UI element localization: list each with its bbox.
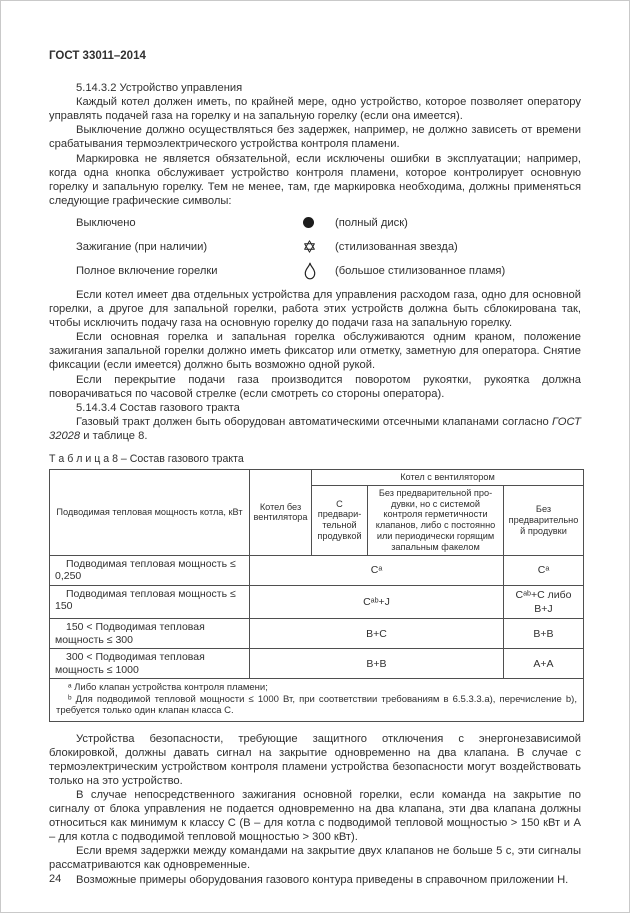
valve-class-main: Cᵃ <box>250 555 504 585</box>
table-caption: Т а б л и ц а 8 – Состав газового тракта <box>49 452 244 465</box>
col-header-no-prepurge: Без предварительной продувки <box>504 485 584 555</box>
symbol-row-off <box>76 214 581 232</box>
para-marking: Маркировка не является обязательной, если исключены ошибки в эксплуатации; например, когда одна кнопка обслуживает устройство контроля пламени, которое контролирует основную горелку и запальную горелку. Тем не менее, там, где маркировка необходима, должны применяться следующие графические символы: <box>49 152 581 207</box>
after-table-text <box>49 732 581 887</box>
footnote-a: ᵃ Либо клапан устройства контроля пламени; <box>68 682 268 694</box>
para-gas-line <box>49 415 581 443</box>
para-gas-line-text: Газовый тракт должен быть оборудован автоматическими отсечными клапанами согласно <box>76 415 549 428</box>
power-range: Подводимая тепловая мощность ≤ 150 <box>50 585 250 618</box>
table-footnote-row <box>50 679 584 721</box>
symbol-description: (большое стилизованное пламя) <box>335 264 506 277</box>
table-footnotes <box>50 679 584 721</box>
symbol-row-ignition <box>76 238 581 256</box>
footnote-b: ᵇ Для подводимой тепловой мощности ≤ 1000 Вт, при соответствии требованиям в 6.5.3.3.а), перечисление b), требуется только один клапан класса С. <box>56 693 577 717</box>
para-safety-devices: Устройства безопасности, требующие защитного отключения с энергонезависимой блокировкой, должны давать сигнал на закрытие одновременно на два клапана. В случае с термоэлектрическим устройством контроля пламени устройства безопасности могут воздействовать только на это устройство. <box>49 732 581 787</box>
table-row <box>50 585 584 618</box>
para-shutdown: Выключение должно осуществляться без задержек, например, не должно зависеть от времени срабатывания термоэлектрического устройства контроля пламени. <box>49 124 581 151</box>
col-header-power: Подводимая тепловая мощность котла, кВт <box>50 470 250 556</box>
para-interlock: Если котел имеет два отдельных устройства для управления расходом газа, одно для основной горелки, а другое для запальной горелки, работа этих устройств должна быть сблокирована так, чтобы исключить подачу газа на основную горелку до подачи газа на запальную горелку. <box>49 288 581 330</box>
valve-class-no-prepurge: A+A <box>504 649 584 679</box>
graphic-symbols-list <box>76 214 581 280</box>
power-range: 300 < Подводимая тепловая мощность ≤ 1000 <box>50 649 250 679</box>
symbol-description: (полный диск) <box>335 216 408 229</box>
para-delay: Если время задержки между командами на закрытие двух клапанов не больше 5 с, эти сигналы рассматриваются как одновременные. <box>49 845 581 872</box>
flame-icon <box>303 262 335 280</box>
table-row <box>50 619 584 649</box>
gas-train-table <box>49 469 584 722</box>
table-row <box>50 555 584 585</box>
gost-32028-reference: ГОСТ 32028 <box>49 415 581 442</box>
valve-class-main: B+B <box>250 649 504 679</box>
para-direct-ignition: В случае непосредственного зажигания основной горелки, если команда на закрытие по сигналу от блока управления не подается одновременно на два клапана, эти два клапана должны относиться как минимум к классу С (В – для котла с подводимой тепловой мощностью > 150 кВт и А – для котла с подводимой тепловой мощностью > 300 кВт). <box>49 788 581 844</box>
table-header-row-1 <box>50 470 584 486</box>
para-examples: Возможные примеры оборудования газового контура приведены в справочном приложении Н. <box>76 873 569 886</box>
valve-class-no-prepurge: B+B <box>504 619 584 649</box>
page-number: 24 <box>49 872 62 885</box>
para-control-device: Каждый котел должен иметь, по крайней мере, одно устройство, которое позволяет оператору управлять подачей газа на горелку и на запальную горелку (если она имеется). <box>49 96 581 123</box>
para-handle-rotation: Если перекрытие подачи газа производится поворотом рукоятки, рукоятка должна поворачиваться по часовой стрелке (если смотреть со стороны оператора). <box>49 373 581 400</box>
symbol-label: Полное включение горелки <box>76 264 218 277</box>
valve-class-main: B+C <box>250 619 504 649</box>
valve-class-no-prepurge: Cᵃ <box>504 555 584 585</box>
valve-class-no-prepurge: Cᵃᵇ+C либо B+J <box>504 585 584 618</box>
table-row <box>50 649 584 679</box>
col-header-no-fan: Котел без вентилятора <box>250 470 312 556</box>
col-header-prepurge: С предварительной продувкой <box>312 485 368 555</box>
symbol-label: Зажигание (при наличии) <box>76 240 208 253</box>
power-range: 150 < Подводимая тепловая мощность ≤ 300 <box>50 619 250 649</box>
doc-standard-number: ГОСТ 33011–2014 <box>49 50 146 62</box>
section-title-5-14-3-2: 5.14.3.2 Устройство управления <box>76 82 243 95</box>
col-header-fan-group: Котел с вентилятором <box>312 470 584 486</box>
section-title-5-14-3-4: 5.14.3.4 Состав газового тракта <box>76 401 240 414</box>
power-range: Подводимая тепловая мощность ≤ 0,250 <box>50 555 250 585</box>
valve-class-main: Cᵃᵇ+J <box>250 585 504 618</box>
symbol-description: (стилизованная звезда) <box>335 240 458 253</box>
col-header-no-prepurge-with-control: Без предварительной продувки, но с системой контроля герметичности клапанов, либо с постоянно или периодически горящим запальным факелом <box>368 485 504 555</box>
para-one-valve: Если основная горелка и запальная горелка обслуживаются одним краном, положение зажигания запальной горелки должно иметь фиксатор или отметку, заметную для оператора. Снятие фиксации (если имеется) должно быть возможно одной рукой. <box>49 331 581 372</box>
filled-disk-icon <box>303 217 335 228</box>
symbol-row-full-on <box>76 262 581 280</box>
star-icon <box>303 240 335 253</box>
para-gas-line-text: и таблице 8. <box>83 429 148 442</box>
symbol-label: Выключено <box>76 216 136 229</box>
